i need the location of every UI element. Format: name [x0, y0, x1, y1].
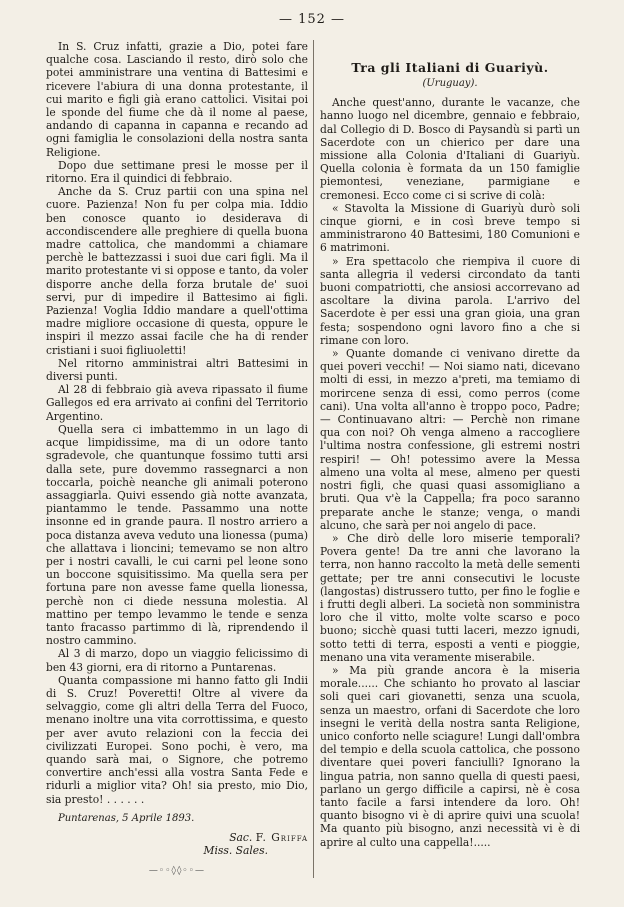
signature-name: F. Griffa [255, 830, 308, 844]
paragraph: Dopo due settimane presi le mosse per il ritorno. Era il quindici di febbraio. [46, 158, 308, 186]
paragraph: Al 3 di marzo, dopo un viaggio felicissimo di ben 43 giorni, era di ritorno a Puntarenas. [46, 647, 308, 674]
right-column [320, 40, 580, 890]
paragraph: Anche da S. Cruz partii con una spina nel cuore. Pazienza! Non fu per colpa mia. Iddio ben conosce quanto io desiderava di accondiscendere alle preghiere di quella buona madre cattolica, che mandommi a chiamare perchè le battezzassi i suoi due cari figli. Ma il marito protestante vi si oppose e tanto, da voler disporre anche della forza brutale de' suoi servi, pur di impedire il Battesimo ai figli. Pazienza! Voglia Iddio mandare a quell'ottima madre migliore occasione di questa, oppure le inspiri il mezzo assai facile che ha di render cristiani i suoi figliuoletti! [46, 185, 308, 357]
signature [46, 831, 308, 844]
paragraph: Nel ritorno amministrai altri Battesimi in diversi punti. [46, 356, 308, 384]
dateline: Puntarenas, 5 Aprile 1893. [58, 812, 195, 824]
ornament-divider: —◦◦◊◊◦◦— [148, 866, 206, 877]
paragraph: Quanta compassione mi hanno fatto gli Indii di S. Cruz! Poveretti! Oltre al vivere da selvaggio, come gli altri della Terra del Fuoco, menano inoltre una vita corrottissima, e questo per aver avuto relazioni con la feccia dei civilizzati Europei. Sono pochi, è vero, ma quando sarà mai, o Signore, che potremo convertire anch'essi alla vostra Santa Fede e ridurli a miglior vita? Oh! sia presto, mio Dio, sia presto! . . . . . . [46, 673, 308, 806]
column-divider [313, 40, 314, 878]
paragraph: « Stavolta la Missione di Guariyù durò soli cinque giorni, e in così breve tempo si amministrarono 40 Battesimi, 180 Comunioni e 6 matrimoni. [320, 201, 580, 255]
paragraph: » Che dirò delle loro miserie temporali? Povera gente! Da tre anni che lavorano la terra, non hanno raccolto la metà delle sementi gettate; per tre anni consecutivi le locuste (langostas) distrussero tutto, per fino le foglie e i frutti degli alberi. La società non somministra loro che il vitto, molte volte scarso e poco buono; sicchè quasi tutti laceri, mezzo ignudi, sotto tetti di terra, esposti a venti e pioggie, menano una vita veramente miserabile. [320, 531, 580, 664]
signature-title: Miss. Sales. [203, 843, 268, 857]
signature-prefix: Sac. [229, 830, 253, 844]
paragraph: Anche quest'anno, durante le vacanze, che hanno luogo nel dicembre, gennaio e febbraio, dal Collegio di D. Bosco di Paysandù si partì un Sacerdote con un chierico per dare una missione alla Colonia d'Italiani di Guariyù. Quella colonia è formata da un 150 famiglie piemontesi, veneziane, parmigiane e cremonesi. Ecco come ci si scrive di colà: [320, 96, 580, 202]
paragraph: » Era spettacolo che riempiva il cuore di santa allegria il vedersi circondato da tanti buoni compatriotti, che ansiosi accorrevano ad ascoltare la divina parola. L'arrivo del Sacerdote è per essi una gran gioia, una gran festa; sospendono ogni lavoro fino a che si rimane con loro. [320, 254, 580, 347]
article-subtitle: (Uruguay). [422, 78, 478, 89]
page-number: — 152 — [278, 12, 346, 27]
left-column [46, 40, 308, 890]
paragraph: Al 28 di febbraio già aveva ripassato il fiume Gallegos ed era arrivato ai confini del Territorio Argentino. [46, 383, 308, 423]
paragraph: » Ma più grande ancora è la miseria morale...... Che schianto ho provato al lasciar soli quei cari giovanetti, senza una scuola, senza un maestro, orfani di Sacerdote che loro insegni le verità della nostra santa Religione, unico conforto nelle sciagure! Lungi dall'ombra del tempio e della scuola cattolica, che possono diventare quei poveri fanciulli? Ignorano la lingua patria, non sanno quella di questi paesi, parlano un gergo difficile a capirsi, nè è cosa tanto facile a farsi intendere da loro. Oh! quanto bisogno vi è di aprire quivi una scuola! Ma quanto più bisogno, anzi necessità vi è di aprire al culto una cappella!..... [320, 663, 580, 849]
article-title: Tra gli Italiani di Guariyù. [351, 60, 549, 75]
paragraph: Quella sera ci imbattemmo in un lago di acque limpidissime, ma di un odore tanto sgradevole, che quantunque fossimo tutti arsi dalla sete, pure dovemmo rassegnarci a non toccarla, poichè neanche gli animali poterono assaggiarla. Quivi essendo già notte avanzata, piantammo le tende. Passammo una notte insonne ed in grande paura. Il nostro arriero a poca distanza aveva veduto una lionessa (puma) che allattava i lioncini; temevamo se non altro per i nostri cavalli, le cui carni pel leone sono un boccone squisitissimo. Ma quella sera per fortuna pare non avesse fame quella lionessa, perchè non ci diede nessuna molestia. Al mattino per tempo levammo le tende e senza tanto fracasso partimmo di là, riprendendo il nostro cammino. [46, 422, 308, 648]
paragraph: » Quante domande ci venivano dirette da quei poveri vecchi! — Noi siamo nati, dicevano molti di essi, in mezzo a'preti, ma temiamo di morircene senza di essi, como perros (come cani). Una volta all'anno è troppo poco, Padre; — Continuavano altri: — Perchè non rimane qua con noi? Oh venga almeno a raccogliere l'ultima nostra confessione, gli estremi nostri respiri! — Oh! potessimo avere la Messa almeno una volta al mese, almeno per questi nostri figli, che quasi quasi assomigliano a bruti. Qua v'è la Cappella; fra poco saranno preparate anche le stanze; venga, o mandi alcuno, che sarà per noi angelo di pace. [320, 347, 580, 532]
paragraph: In S. Cruz infatti, grazie a Dio, potei fare qualche cosa. Lasciando il resto, dirò solo che potei amministrare una ventina di Battesimi e ricevere l'abiura di una donna protestante, il cui marito e figli già erano cattolici. Visitai poi le sponde del fiume che dà il nome al paese, andando di capanna in capanna e recando ad ogni famiglia le consolazioni della nostra santa Religione. [46, 40, 308, 159]
